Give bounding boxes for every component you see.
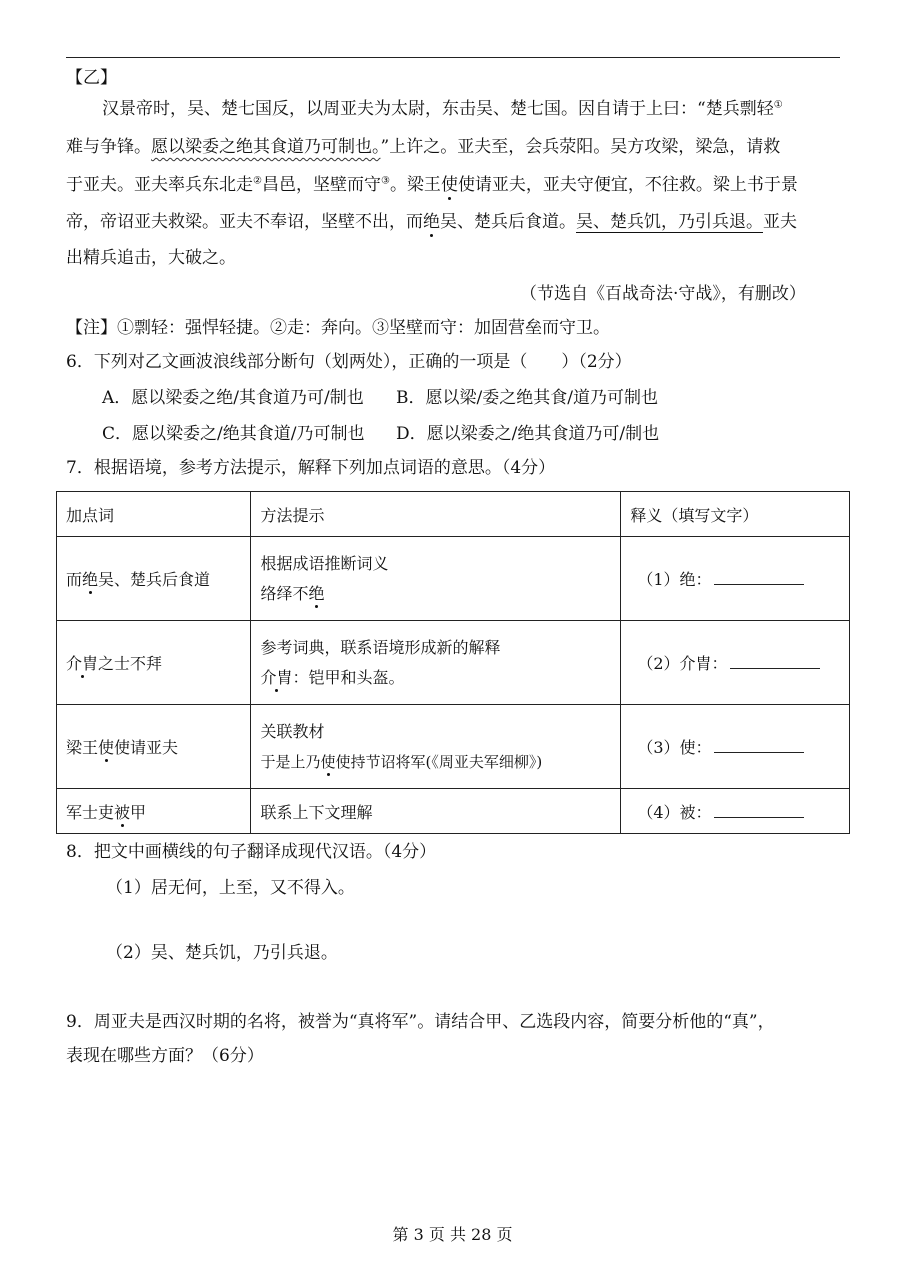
dotted-word-jue: 绝 xyxy=(423,212,440,232)
row-4-dotted-word: 被 xyxy=(114,802,131,822)
passage-line-1 xyxy=(102,97,783,121)
table-header-meaning: 释义（填写文字） xyxy=(621,492,850,537)
wavy-line-sentence: 愿以梁委之绝其食道乃可制也。 xyxy=(151,137,381,157)
row-1-answer xyxy=(621,537,850,621)
table-row xyxy=(57,789,850,834)
row-4-answer xyxy=(621,789,850,834)
table-row xyxy=(57,705,850,789)
passage-line-4-c: 亚夫 xyxy=(763,212,797,232)
row-4-word xyxy=(57,789,251,834)
question-9-line-1: 9．周亚夫是西汉时期的名将，被誉为“真将军”。请结合甲、乙选段内容，简要分析他的“真”， xyxy=(66,1012,775,1032)
row-3-method-line-2 xyxy=(260,747,611,777)
answer-blank-4[interactable] xyxy=(714,802,804,818)
row-1-method xyxy=(251,537,621,621)
q6-option-a: A．愿以梁委之绝/其食道乃可/制也 xyxy=(102,388,364,408)
row-1-word-a: 而 xyxy=(66,570,83,589)
row-2-answer xyxy=(621,621,850,705)
question-8-stem: 8．把文中画横线的句子翻译成现代汉语。（4分） xyxy=(66,842,437,862)
row-2-example-b: ：铠甲和头盔。 xyxy=(292,667,405,687)
page-footer: 第 3 页 共 28 页 xyxy=(392,1225,513,1244)
q6-option-c: C．愿以梁委之/绝其食道/乃可制也 xyxy=(102,424,365,444)
passage-header: 【乙】 xyxy=(66,68,117,88)
row-2-word xyxy=(57,621,251,705)
q8-sentence-1: （1）居无何，上至，又不得入。 xyxy=(106,878,355,898)
table-header-row xyxy=(57,492,850,537)
question-7-stem: 7．根据语境，参考方法提示，解释下列加点词语的意思。（4分） xyxy=(66,458,556,478)
q7-table xyxy=(56,491,850,834)
row-2-method-line-1: 参考词典，联系语境形成新的解释 xyxy=(260,637,501,657)
row-2-word-b: 之士不拜 xyxy=(98,654,163,673)
passage-line-4-b: 吴、楚兵后食道。 xyxy=(440,212,576,232)
q6-option-b: B．愿以梁/委之绝其食/道乃可制也 xyxy=(396,388,658,408)
passage-source: （节选自《百战奇法·守战》，有删改） xyxy=(520,284,806,304)
dotted-word-shi: 使 xyxy=(440,175,458,195)
row-3-answer-label: （3）使： xyxy=(637,738,712,757)
footnote-mark-1: ① xyxy=(773,99,783,111)
row-2-dotted-word: 介胄 xyxy=(66,654,99,673)
top-rule xyxy=(66,57,840,58)
row-3-word xyxy=(57,705,251,789)
passage-line-4 xyxy=(66,210,797,234)
row-1-word-b: 吴、楚兵后食道 xyxy=(98,570,211,589)
footnote-mark-2: ② xyxy=(253,175,262,187)
passage-line-2-a: 难与争锋。 xyxy=(66,137,151,157)
passage-line-2 xyxy=(66,135,780,159)
row-2-method-line-2 xyxy=(260,663,611,693)
row-3-dotted-word: 使 xyxy=(98,738,115,757)
row-3-example-dotted: 使 xyxy=(320,752,336,771)
row-4-word-b: 甲 xyxy=(130,802,147,822)
table-header-word: 加点词 xyxy=(57,492,251,537)
row-2-method xyxy=(251,621,621,705)
question-6-stem: 6．下列对乙文画波浪线部分断句（划两处），正确的一项是（ ）（2分） xyxy=(66,352,632,372)
table-row xyxy=(57,621,850,705)
answer-blank-2[interactable] xyxy=(730,653,820,669)
row-1-method-line-2 xyxy=(260,579,611,609)
underlined-sentence: 吴、楚兵饥，乃引兵退。 xyxy=(576,212,763,232)
row-1-example-dotted: 绝 xyxy=(308,583,325,603)
footnote-mark-3: ③ xyxy=(380,175,390,187)
q8-sentence-2: （2）吴、楚兵饥，乃引兵退。 xyxy=(106,943,338,963)
passage-line-2-b: ”上许之。亚夫至，会兵荥阳。吴方攻梁，梁急，请救 xyxy=(380,137,781,157)
row-1-answer-label: （1）绝： xyxy=(637,570,712,589)
row-4-word-a: 军士吏 xyxy=(66,802,115,822)
row-4-answer-label: （4）被： xyxy=(637,802,712,822)
row-2-example-dotted: 介胄 xyxy=(260,667,293,687)
passage-line-4-a: 帝，帝诏亚夫救梁。亚夫不奉诏，坚壁不出，而 xyxy=(66,212,423,232)
table-row xyxy=(57,537,850,621)
row-3-method xyxy=(251,705,621,789)
row-3-example-b: 使持节诏将军(《周亚夫军细柳》) xyxy=(335,752,543,771)
q6-option-d: D．愿以梁委之/绝其食道乃可/制也 xyxy=(396,424,660,444)
table-header-method: 方法提示 xyxy=(251,492,621,537)
passage-line-1-text: 汉景帝时，吴、楚七国反，以周亚夫为太尉，东击吴、楚七国。因自请于上曰：“楚兵剽轻 xyxy=(102,99,774,119)
passage-line-3-d: 使请亚夫，亚夫守便宜，不往救。梁上书于景 xyxy=(457,175,798,195)
row-1-word xyxy=(57,537,251,621)
row-3-example-a: 于是上乃 xyxy=(260,752,321,771)
question-9-line-2: 表现在哪些方面？（6分） xyxy=(66,1046,264,1066)
row-1-method-line-1: 根据成语推断词义 xyxy=(260,553,389,573)
row-3-answer xyxy=(621,705,850,789)
passage-line-3-b: 昌邑，坚壁而守 xyxy=(261,175,381,195)
passage-line-5: 出精兵追击，大破之。 xyxy=(66,248,236,268)
row-1-example-a: 络绎不 xyxy=(260,583,309,603)
row-1-dotted-word: 绝 xyxy=(82,570,99,589)
answer-blank-1[interactable] xyxy=(714,569,804,585)
passage-line-3-a: 于亚夫。亚夫率兵东北走 xyxy=(66,175,253,195)
row-2-answer-label: （2）介胄： xyxy=(637,654,728,673)
row-4-method: 联系上下文理解 xyxy=(251,789,621,834)
row-3-method-line-1: 关联教材 xyxy=(260,721,325,741)
answer-blank-3[interactable] xyxy=(714,737,804,753)
passage-line-3-c: 。梁王 xyxy=(389,175,441,195)
row-3-word-b: 使请亚夫 xyxy=(114,738,179,757)
notes: 【注】①剽轻：强悍轻捷。②走：奔向。③坚壁而守：加固营垒而守卫。 xyxy=(66,318,610,338)
passage-line-3 xyxy=(66,173,798,197)
row-3-word-a: 梁王 xyxy=(66,738,99,757)
